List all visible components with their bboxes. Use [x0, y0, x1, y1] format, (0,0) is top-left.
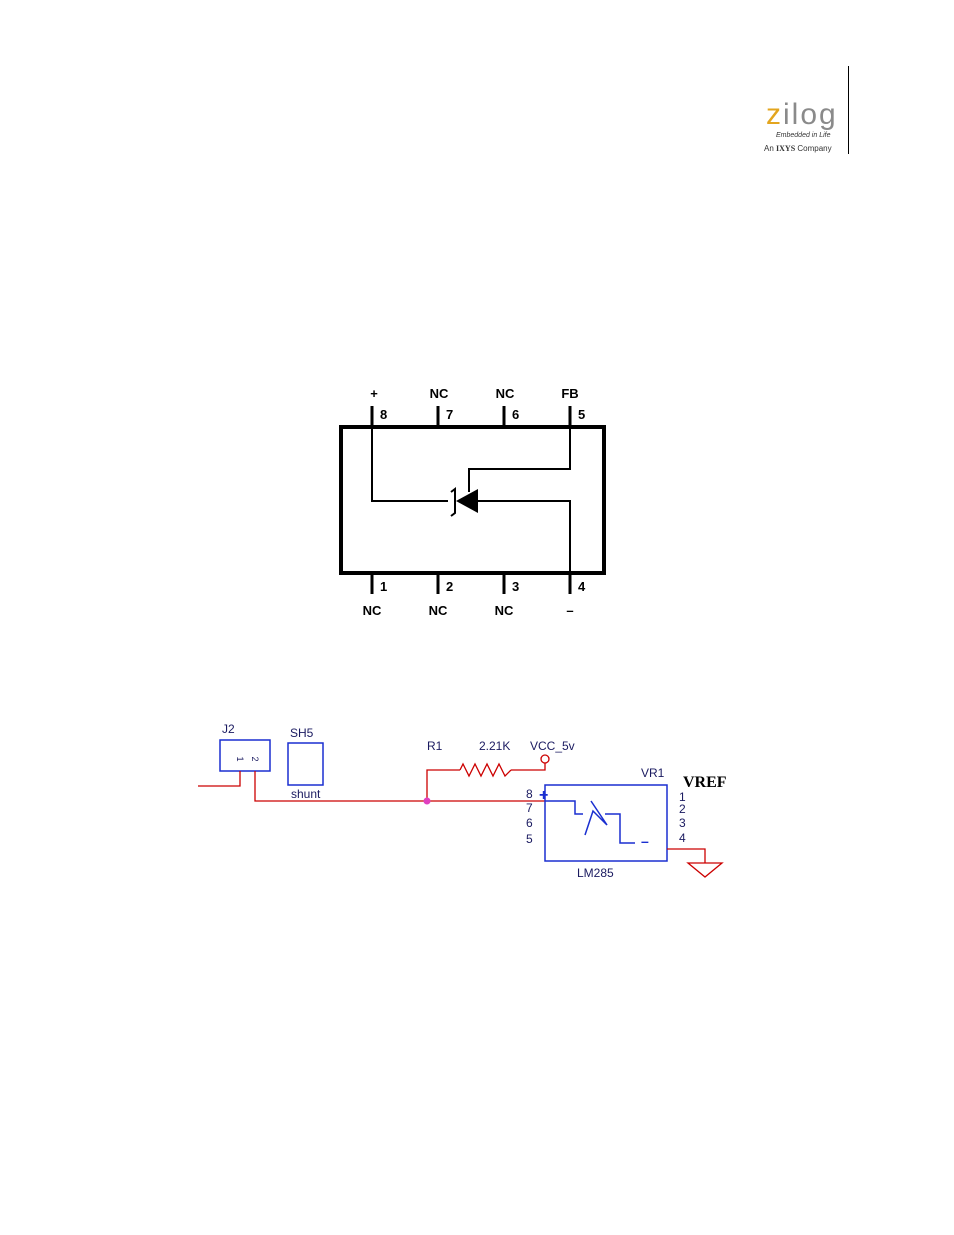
sh5-label: SH5: [290, 726, 314, 740]
zilog-logo: [760, 100, 850, 160]
vr1-label: VR1: [641, 766, 665, 780]
pin4-function: –: [566, 603, 574, 618]
pin5-function: FB: [561, 386, 579, 401]
minus-sign: –: [641, 833, 649, 849]
vref-schematic: [195, 715, 755, 900]
pin6-number: 6: [512, 407, 520, 422]
pin7-number: 7: [446, 407, 454, 422]
vr1-pin7: 7: [526, 801, 533, 815]
ground-wire: [667, 849, 705, 863]
shunt-label: shunt: [291, 787, 321, 801]
pin7-function: NC: [429, 386, 449, 401]
vr1-diode: [585, 801, 607, 835]
pin3-function: NC: [494, 603, 514, 618]
logo-company: An IXYS Company: [764, 144, 832, 153]
pin3-number: 3: [512, 579, 520, 594]
fb-wire: [469, 427, 570, 492]
pin2-number: 2: [446, 579, 454, 594]
vr1-pin8: 8: [526, 787, 533, 801]
r1-left-wire: [427, 770, 460, 801]
vr1-pin2: 2: [679, 802, 686, 816]
pin8-function: +: [370, 386, 378, 401]
cathode-wire: [478, 501, 570, 573]
lm285-pinout-diagram: [330, 380, 620, 625]
vr1-pin1: 1: [679, 790, 686, 804]
anode-wire: [372, 427, 448, 501]
plus-sign: +: [539, 787, 549, 804]
pin6-function: NC: [495, 386, 515, 401]
ground-symbol: [688, 863, 722, 877]
j2-pin2-wire: [255, 771, 427, 801]
j2-label: J2: [222, 722, 235, 736]
pin2-function: NC: [428, 603, 448, 618]
header-divider: [848, 66, 849, 154]
vr1-internal-anode: [545, 801, 583, 814]
part-label: LM285: [577, 866, 614, 880]
j2-pin1-wire: [198, 771, 240, 786]
r1-right-wire: [511, 763, 545, 770]
vr1-pin6: 6: [526, 816, 533, 830]
r1-resistor: [460, 764, 511, 776]
pin1-number: 1: [380, 579, 388, 594]
junction-dot: [424, 798, 431, 805]
pin4-number: 4: [578, 579, 586, 594]
vr1-pin5: 5: [526, 832, 533, 846]
logo-tagline: Embedded in Life: [776, 132, 831, 139]
j2-pin2: 2: [250, 756, 260, 762]
vr1-internal-fb: [605, 814, 635, 843]
diode-bar: [451, 489, 455, 516]
pin8-number: 8: [380, 407, 388, 422]
sh5-shunt: [288, 743, 323, 785]
vref-label: VREF: [683, 774, 727, 791]
pin5-number: 5: [578, 407, 586, 422]
r1-label: R1: [427, 739, 443, 753]
vcc-terminal: [541, 755, 549, 763]
r1-value: 2.21K: [479, 739, 511, 753]
pin1-function: NC: [362, 603, 382, 618]
logo-wordmark: zilog: [766, 98, 838, 131]
vcc-label: VCC_5v: [530, 739, 575, 753]
diode-triangle: [456, 489, 478, 513]
vr1-pin4: 4: [679, 831, 686, 845]
vr1-pin3: 3: [679, 816, 686, 830]
j2-pin1: 1: [235, 756, 245, 762]
